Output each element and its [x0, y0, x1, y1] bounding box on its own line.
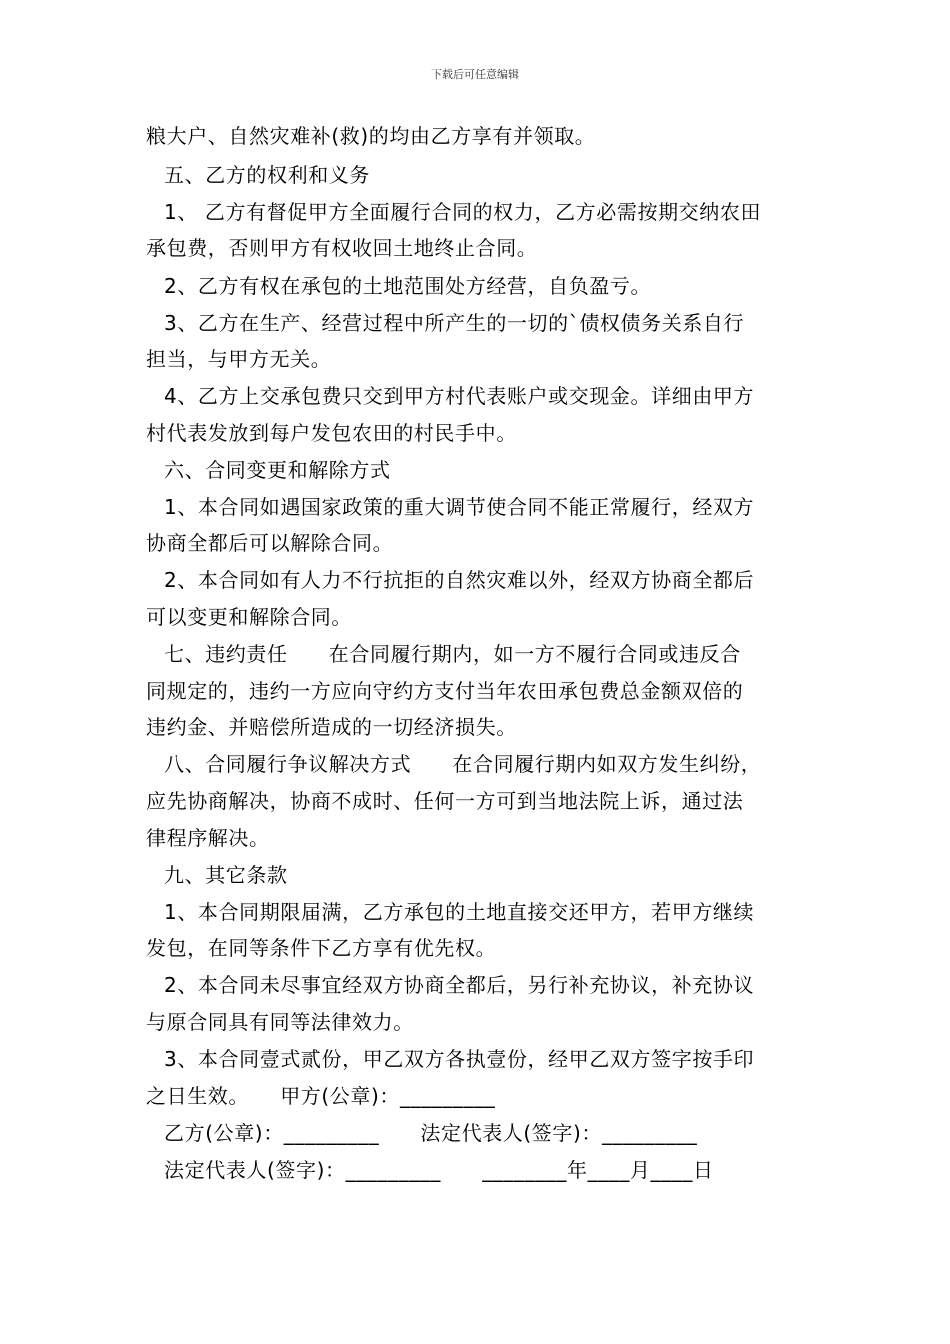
text-line: 2、本合同如有人力不行抗拒的自然灾难以外，经双方协商全都后	[164, 568, 755, 592]
section-heading: 五、乙方的权利和义务	[164, 163, 370, 187]
text-line: 同规定的，违约一方应向守约方支付当年农田承包费总金额双倍的	[146, 679, 744, 703]
signature-line: 之日生效。 甲方(公章)：_________	[146, 1084, 496, 1108]
text-line: 与原合同具有同等法律效力。	[146, 1010, 414, 1034]
section-heading: 九、其它条款	[164, 863, 288, 887]
text-line: 发包，在同等条件下乙方享有优先权。	[146, 936, 497, 960]
section-heading: 八、合同履行争议解决方式 在合同履行期内如双方发生纠纷，	[164, 752, 762, 776]
signature-line: 法定代表人(签字)：_________ ________年____月____日	[164, 1158, 714, 1182]
text-line: 2、本合同未尽事宜经双方协商全都后，另行补充协议，补充协议	[164, 973, 755, 997]
text-line: 4、乙方上交承包费只交到甲方村代表账户或交现金。详细由甲方	[164, 384, 755, 408]
signature-line: 乙方(公章)：_________ 法定代表人(签字)：_________	[164, 1121, 698, 1145]
text-line: 2、乙方有权在承包的土地范围处方经营，自负盈亏。	[164, 274, 652, 298]
text-line: 1、本合同期限届满，乙方承包的土地直接交还甲方，若甲方继续	[164, 900, 755, 924]
text-line: 村代表发放到每户发包农田的村民手中。	[146, 421, 517, 445]
text-line: 协商全都后可以解除合同。	[146, 531, 394, 555]
text-line: 承包费，否则甲方有权收回土地终止合同。	[146, 236, 538, 260]
text-line: 粮大户、自然灾难补(救)的均由乙方享有并领取。	[146, 124, 596, 148]
section-heading: 七、违约责任 在合同履行期内，如一方不履行合同或违反合	[164, 642, 741, 666]
text-line: 可以变更和解除合同。	[146, 605, 352, 629]
text-line: 担当，与甲方无关。	[146, 347, 332, 371]
page-header: 下载后可任意编辑	[431, 68, 519, 81]
text-line: 1、本合同如遇国家政策的重大调节使合同不能正常履行，经双方	[164, 495, 755, 519]
section-heading: 六、合同变更和解除方式	[164, 458, 391, 482]
text-line: 违约金、并赔偿所造成的一切经济损失。	[146, 715, 517, 739]
text-line: 应先协商解决，协商不成时、任何一方可到当地法院上诉，通过法	[146, 789, 744, 813]
text-line: 律程序解决。	[146, 826, 270, 850]
text-line: 1、 乙方有督促甲方全面履行合同的权力，乙方必需按期交纳农田	[164, 200, 762, 224]
text-line: 3、本合同壹式贰份，甲乙双方各执壹份，经甲乙双方签字按手印	[164, 1047, 755, 1071]
text-line: 3、乙方在生产、经营过程中所产生的一切的`债权债务关系自行	[164, 311, 745, 335]
